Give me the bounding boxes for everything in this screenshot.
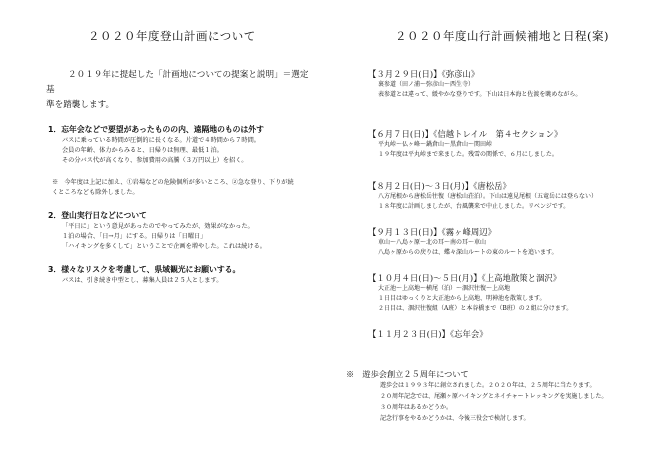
section-heading: 1．忘年会などで要望があったものの内、遠隔地のものは外す [48,125,264,134]
exclusion-note [52,178,322,198]
section-heading: 2．登山実行日などについて [48,211,147,220]
note-line: くところなども除外しました。 [52,189,139,197]
intro-line: ２０１９年に提起した「計画地についての提案と説明」＝選定基 [46,70,309,95]
event-heading: 【３月２９日(日)】《弥彦山》 [368,69,480,79]
section-remote-locations [48,124,320,167]
event-line: 大正池〜上高地〜横尾（泊）〜涸沢往復〜上高地 [378,285,511,292]
event-kamikochi [368,272,648,314]
anniversary-line: ２０周年記念では、尾瀬ヶ原ハイキングとネイチャートレッキングを実施しました。 [380,393,608,400]
event-karamatsu [368,180,648,212]
event-line: １９年度は平丸峠まで来ました。残雪の関係で、６月にしました。 [378,151,558,158]
event-bonenkai [368,328,648,340]
section-heading: 3．様々なリスクを考慮して、県域観光にお願いする。 [48,265,241,274]
event-line: 八方尾根から唐松岳往復（唐松山荘泊）。下山は遠見尾根（五竜岳には登らない） [378,193,598,200]
anniversary-section [346,368,646,424]
event-line: １日目はゆっくりと大正池から上高地、明神池を散策します。 [378,295,546,302]
section-line: 会員の年齢、体力からみると、日帰りは無理、最低１泊。 [62,147,223,155]
event-line: 平丸峠〜仏ヶ峰〜鍋倉山〜黒倉山〜関田峠 [378,141,493,148]
section-line: バスに乗っている時間が圧倒的に長くなる。片道で４時間から７時間。 [62,137,260,144]
intro-paragraph [46,68,316,113]
anniversary-line: 記念行事をやるかどうかは、今後三役会で検討します。 [380,415,530,422]
anniversary-heading: ※ 遊歩会創立２５周年について [346,369,469,379]
event-shinetsu-trail [368,128,648,160]
event-heading: 【１１月２３日(日)】《忘年会》 [368,329,488,339]
event-kirigamine [368,226,648,258]
anniversary-line: 遊歩会は１９９３年に創立されました。２０２０年は、２５周年に当たります。 [380,382,596,389]
section-line: １泊の場合、「日→月」にする。日帰りは「日曜日」 [62,233,207,241]
section-line: 「平日に」という意見があったのでやってみたが、効果がなかった。 [62,223,254,230]
intro-line: 準を踏襲します。 [46,100,115,110]
anniversary-line: ３０周年はあるかどうか。 [380,404,453,411]
event-heading: 【６月７日(日)】《信越トレイル 第４セクション》 [368,129,563,139]
section-line: バスは、引き続き中型とし、募集人員は２５人とします。 [62,277,223,284]
section-line: 「ハイキングを多くして」ということで企画を増やした。これは続ける。 [62,243,266,251]
event-line: ２日目は、涸沢往復組（A班）と本谷橋まで（B班）の２組に分けます。 [378,305,573,312]
event-yahiko [368,68,648,100]
section-risk [48,264,320,286]
event-heading: 【１０月４日(日)〜５日(月)】《上高地散策と涸沢》 [368,273,562,283]
event-heading: 【８月２日(日)〜３日(月)】《唐松岳》 [368,181,511,191]
left-page-title: ２０２０年度登山計画について [88,29,256,43]
event-line: 車山〜八島ヶ原〜北の耳〜南の耳〜車山 [378,239,487,246]
event-line: 裏参道（田ノ浦〜弥彦山〜西生寺） [378,81,475,88]
section-schedule [48,210,320,253]
section-line: その分バス代が高くなり、参加費用の高騰（３万円以上）を招く。 [62,157,248,165]
event-heading: 【９月１３日(日)】《霧ヶ峰周辺》 [368,227,496,237]
right-page-title: ２０２０年度山行計画候補地と日程(案) [395,29,609,43]
event-line: １８年度に計画しましたが、台風襲来で中止しました。リベンジです。 [378,203,570,210]
event-line: 表参道とは違って、緩やかな登りです。下山は日本海と佐渡を眺めながら。 [378,91,582,98]
event-line: 八島ヶ原からの戻りは、蝶々深山ルートの東のルートを追います。 [378,249,558,256]
note-line: ※ 今年度は上記に加え、①岩場などの危険個所が多いところ、②急な登り、下りが続 [52,179,294,186]
